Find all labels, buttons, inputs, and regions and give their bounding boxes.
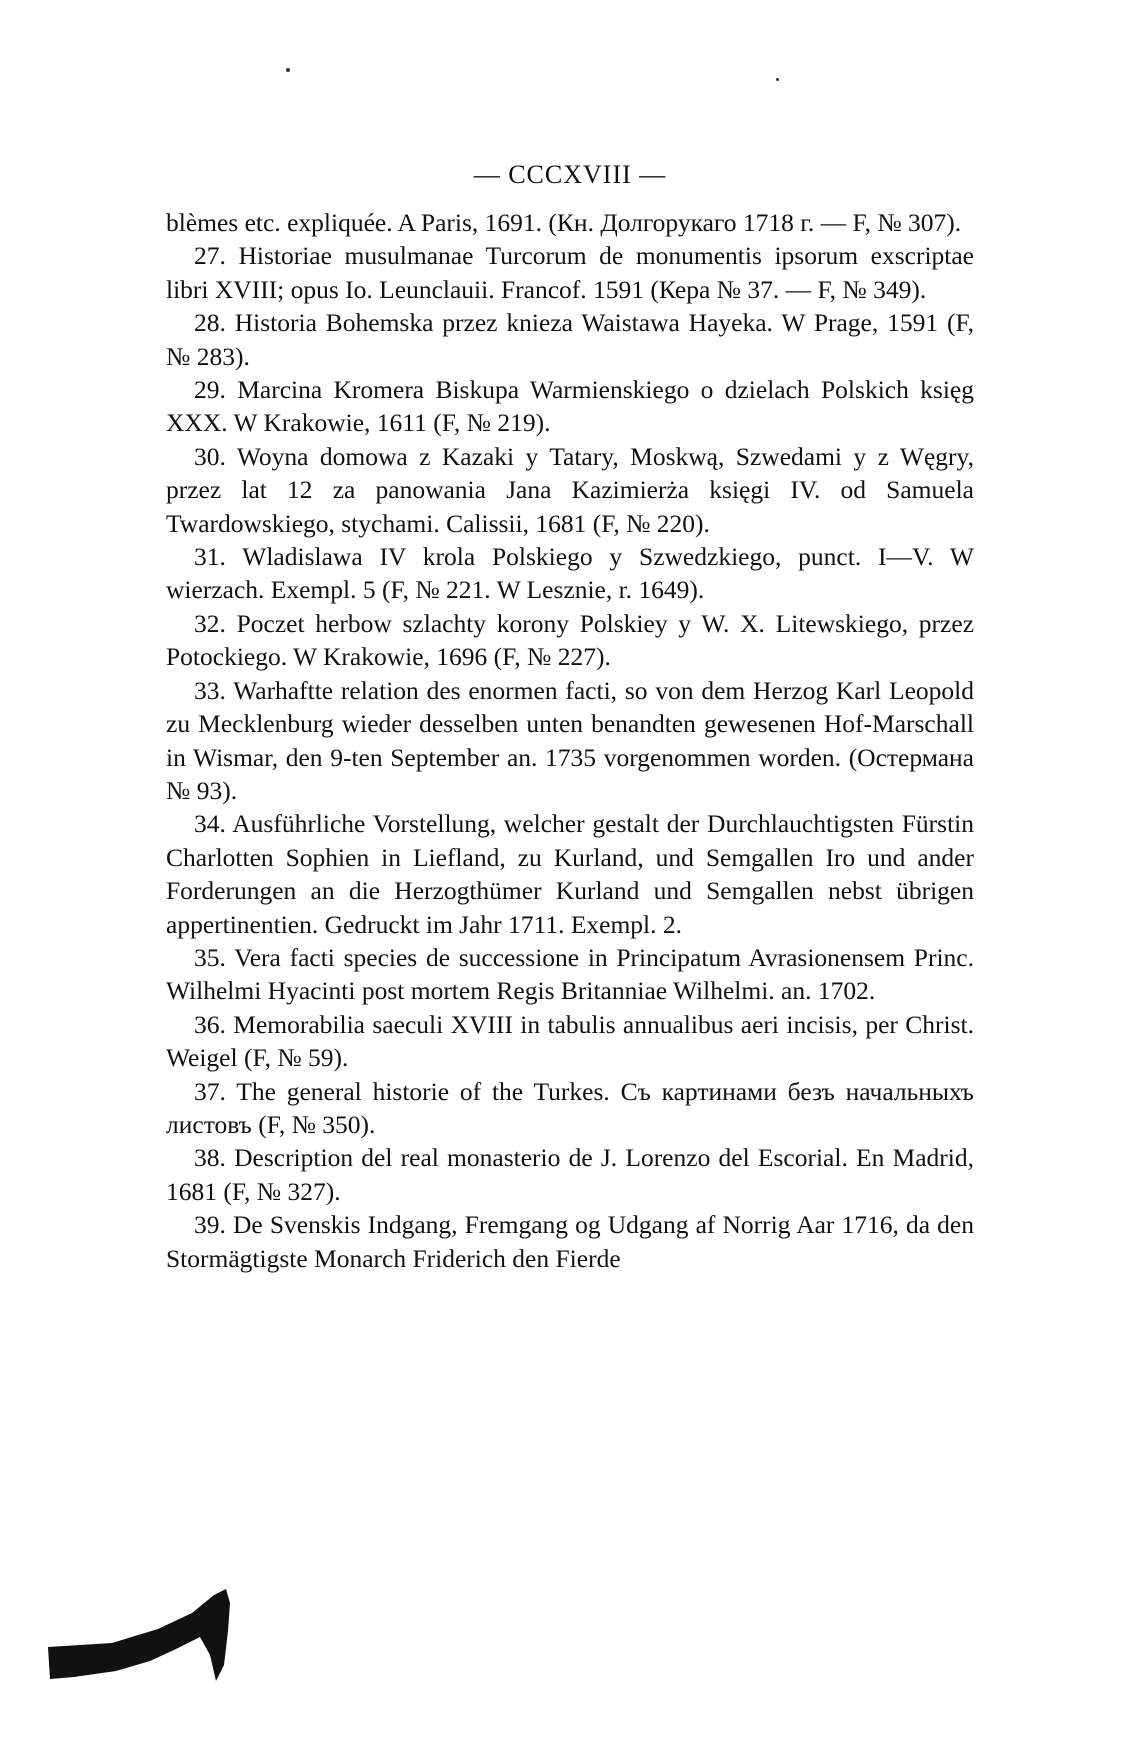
catalog-entry-39 — [166, 1208, 974, 1275]
entry-text: Marcina Kromera Biskupa Warmienskiego o dzielach Polskich księg XXX. W Krakowie, 1611 (F, № 219). — [166, 375, 975, 438]
entry-number: 35. — [194, 942, 226, 972]
catalog-entry-37 — [166, 1075, 974, 1142]
catalog-entry-32 — [166, 607, 974, 674]
entry-number: 28. — [194, 308, 226, 338]
entry-text: De Svenskis Indgang, Fremgang og Udgang af Norrig Aar 1716, da den Stormägtigste Monarch Friderich den Fierde — [166, 1210, 974, 1273]
entry-number: 36. — [194, 1009, 226, 1039]
catalog-entry-33 — [166, 674, 974, 808]
entry-number: 32. — [194, 608, 226, 638]
entry-text: Warhaftte relation des enormen facti, so von dem Herzog Karl Leopold zu Mecklenburg wieder desselben unten benandten gewesenen Hof-Marschall in Wismar, den 9-ten September an. 1735 vorgenommen worden. (Остермана № 93). — [166, 675, 974, 805]
page-number-header: — CCCXVIII — — [473, 160, 667, 189]
entry-number: 38. — [194, 1143, 226, 1173]
entry-text: Wladislawa IV krola Polskiego y Szwedzkiego, punct. I—V. W wierzach. Exempl. 5 (F, № 221. W Lesznie, r. 1649). — [166, 542, 974, 605]
entry-number: 37. — [194, 1076, 226, 1106]
catalog-entry-38 — [166, 1141, 974, 1208]
entry-text: Woyna domowa z Kazaki y Tatary, Moskwą, Szwedami y z Węgry, przez lat 12 za panowania Jana Kazimierża księgi IV. od Samuela Twardowskiego, stychami. Calissii, 1681 (F, № 220). — [166, 441, 974, 538]
catalog-entry-31 — [166, 540, 974, 607]
catalog-entry-35 — [166, 941, 974, 1008]
entry-number: 31. — [194, 542, 226, 572]
catalog-entry-28 — [166, 306, 974, 373]
continued-paragraph: blèmes etc. expliquée. A Paris, 1691. (Кн. Долгорукаго 1718 г. — F, № 307). — [166, 208, 962, 237]
entry-text: Historia Bohemska przez knieza Waistawa Hayeka. W Prage, 1591 (F, № 283). — [166, 308, 974, 371]
entry-number: 34. — [194, 809, 226, 839]
catalog-entry-34 — [166, 807, 974, 941]
entry-text: Description del real monasterio de J. Lorenzo del Escorial. En Madrid, 1681 (F, № 327). — [166, 1143, 975, 1206]
entry-number: 29. — [194, 375, 226, 405]
entry-text: Memorabilia saeculi XVIII in tabulis annualibus aeri incisis, per Christ. Weigel (F, № 59). — [166, 1009, 975, 1073]
entry-number: 33. — [194, 675, 226, 705]
entry-number: 39. — [194, 1210, 226, 1240]
catalog-entry-29 — [166, 373, 974, 440]
catalog-entry-27 — [166, 239, 974, 306]
catalog-entry-36 — [166, 1008, 974, 1075]
entry-text: Vera facti species de successione in Principatum Avrasionensem Princ. Wilhelmi Hyacinti post mortem Regis Britanniae Wilhelmi. an. 1702. — [166, 942, 974, 1006]
entry-text: Ausführliche Vorstellung, welcher gestalt der Durchlauchtigsten Fürstin Charlotten Sophien in Liefland, zu Kurland, und Semgallen Iro und ander Forderungen an die Herzogthümer Kurland und Semgallen nebst übrigen appertinentien. Gedruckt im Jahr 1711. Exempl. 2. — [166, 809, 975, 939]
library-stamp-mark-icon — [40, 1585, 240, 1695]
entry-text: Poczet herbow szlachty korony Polskiey y W. X. Litewskiego, przez Potockiego. W Krakowie, 1696 (F, № 227). — [166, 608, 975, 672]
entry-number: 27. — [194, 241, 226, 271]
paper-speck — [776, 78, 779, 81]
entry-text: Historiae musulmanae Turcorum de monumentis ipsorum exscriptae libri XVIII; opus Io. Leunclauii. Francof. 1591 (Кера № 37. — F, № 349). — [166, 241, 974, 304]
paper-speck — [286, 68, 290, 72]
entry-text: The general historie of the Turkes. Съ картинами безъ начальныхъ листовъ (F, № 350). — [166, 1076, 974, 1139]
catalog-entry-30 — [166, 440, 974, 540]
catalog-text — [166, 206, 974, 1275]
entry-number: 30. — [194, 441, 226, 471]
